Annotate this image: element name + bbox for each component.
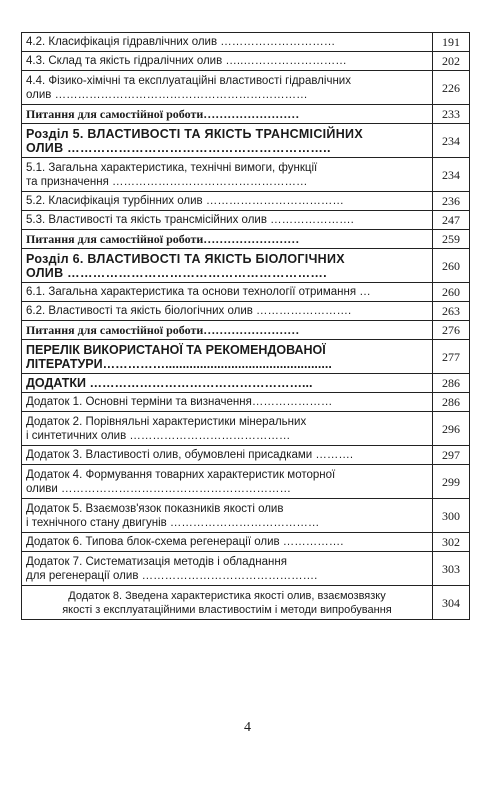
toc-page-number: 260	[433, 283, 470, 302]
toc-entry: 6.2. Властивості та якість біологічних олив …………………….	[22, 302, 433, 321]
table-of-contents	[21, 32, 470, 620]
toc-entry: Додаток 4. Формування товарних характеристик моторної оливи ……………………………………………………	[22, 465, 433, 499]
toc-row	[22, 533, 470, 552]
toc-row	[22, 71, 470, 105]
toc-row	[22, 393, 470, 412]
toc-page-number: 263	[433, 302, 470, 321]
toc-entry: 5.1. Загальна характеристика, технічні вимоги, функції та призначення ……………………………………………	[22, 158, 433, 192]
toc-entry: Додаток 3. Властивості олив, обумовлені присадками ……….	[22, 446, 433, 465]
toc-page-number: 233	[433, 105, 470, 124]
toc-entry: Додаток 8. Зведена характеристика якості олив, взаємозвязку якості з експлуатаційними властивостиім і методи випробування	[22, 586, 433, 620]
toc-row	[22, 33, 470, 52]
toc-page-number: 302	[433, 533, 470, 552]
toc-entry: 4.3. Склад та якість гідралічних олив …..………………………	[22, 52, 433, 71]
page-number: 4	[244, 720, 251, 735]
toc-page-number: 259	[433, 230, 470, 249]
toc-row	[22, 105, 470, 124]
toc-page-number: 191	[433, 33, 470, 52]
toc-entry: Додаток 1. Основні терміни та визначення…………………	[22, 393, 433, 412]
toc-entry: Питання для самостійної роботи……………………	[22, 321, 433, 340]
toc-entry: Додаток 6. Типова блок-схема регенерації олив …………….	[22, 533, 433, 552]
toc-entry: Розділ 5. ВЛАСТИВОСТІ ТА ЯКІСТЬ ТРАНСМІСІЙНИХ ОЛИВ ……………………………………………………..	[22, 124, 433, 158]
toc-row	[22, 211, 470, 230]
toc-row	[22, 412, 470, 446]
toc-page-number: 236	[433, 192, 470, 211]
toc-page-number: 202	[433, 52, 470, 71]
toc-entry: 5.3. Властивості та якість трансмісійних олив ………………….	[22, 211, 433, 230]
toc-page-number: 277	[433, 340, 470, 374]
toc-page-number: 297	[433, 446, 470, 465]
toc-entry: Питання для самостійної роботи……………………	[22, 230, 433, 249]
toc-page-number: 286	[433, 393, 470, 412]
toc-page-number: 304	[433, 586, 470, 620]
toc-entry: Додаток 7. Систематизація методів і обладнання для регенерації олив ……………………………………….	[22, 552, 433, 586]
toc-row	[22, 446, 470, 465]
toc-page-number: 226	[433, 71, 470, 105]
toc-entry: 4.4. Фізико-хімічні та експлуатаційні властивості гідравлічних олив …………………………………………………………	[22, 71, 433, 105]
toc-entry: ДОДАТКИ ……………………………………………...	[22, 374, 433, 393]
toc-page-number: 276	[433, 321, 470, 340]
toc-row	[22, 374, 470, 393]
toc-entry: Питання для самостійної роботи……………………	[22, 105, 433, 124]
toc-page-number: 300	[433, 499, 470, 533]
toc-page-number: 286	[433, 374, 470, 393]
toc-entry: Додаток 5. Взаємозв'язок показників якості олив і технічного стану двигунів …………………………………	[22, 499, 433, 533]
toc-entry: Додаток 2. Порівняльні характеристики мінеральних і синтетичних олив ……………………………………	[22, 412, 433, 446]
toc-page-number: 260	[433, 249, 470, 283]
toc-entry: 5.2. Класифікація турбінних олив ………………………………	[22, 192, 433, 211]
toc-entry: 4.2. Класифікація гідравлічних олив …………………………	[22, 33, 433, 52]
toc-row	[22, 552, 470, 586]
toc-row	[22, 499, 470, 533]
toc-row	[22, 465, 470, 499]
toc-entry: ПЕРЕЛІК ВИКОРИСТАНОЇ ТА РЕКОМЕНДОВАНОЇ ЛІТЕРАТУРИ……………................................................	[22, 340, 433, 374]
toc-page-number: 299	[433, 465, 470, 499]
toc-row	[22, 192, 470, 211]
toc-row	[22, 158, 470, 192]
toc-row	[22, 124, 470, 158]
toc-page-number: 247	[433, 211, 470, 230]
toc-row	[22, 230, 470, 249]
toc-row	[22, 283, 470, 302]
toc-row	[22, 249, 470, 283]
toc-page-number: 234	[433, 158, 470, 192]
toc-entry: Розділ 6. ВЛАСТИВОСТІ ТА ЯКІСТЬ БІОЛОГІЧНИХ ОЛИВ …………………………………………………….	[22, 249, 433, 283]
toc-page-number: 296	[433, 412, 470, 446]
toc-row	[22, 302, 470, 321]
toc-row	[22, 586, 470, 620]
toc-entry: 6.1. Загальна характеристика та основи технології отримання …	[22, 283, 433, 302]
toc-page-number: 303	[433, 552, 470, 586]
toc-row	[22, 321, 470, 340]
toc-row	[22, 340, 470, 374]
toc-row	[22, 52, 470, 71]
toc-page-number: 234	[433, 124, 470, 158]
